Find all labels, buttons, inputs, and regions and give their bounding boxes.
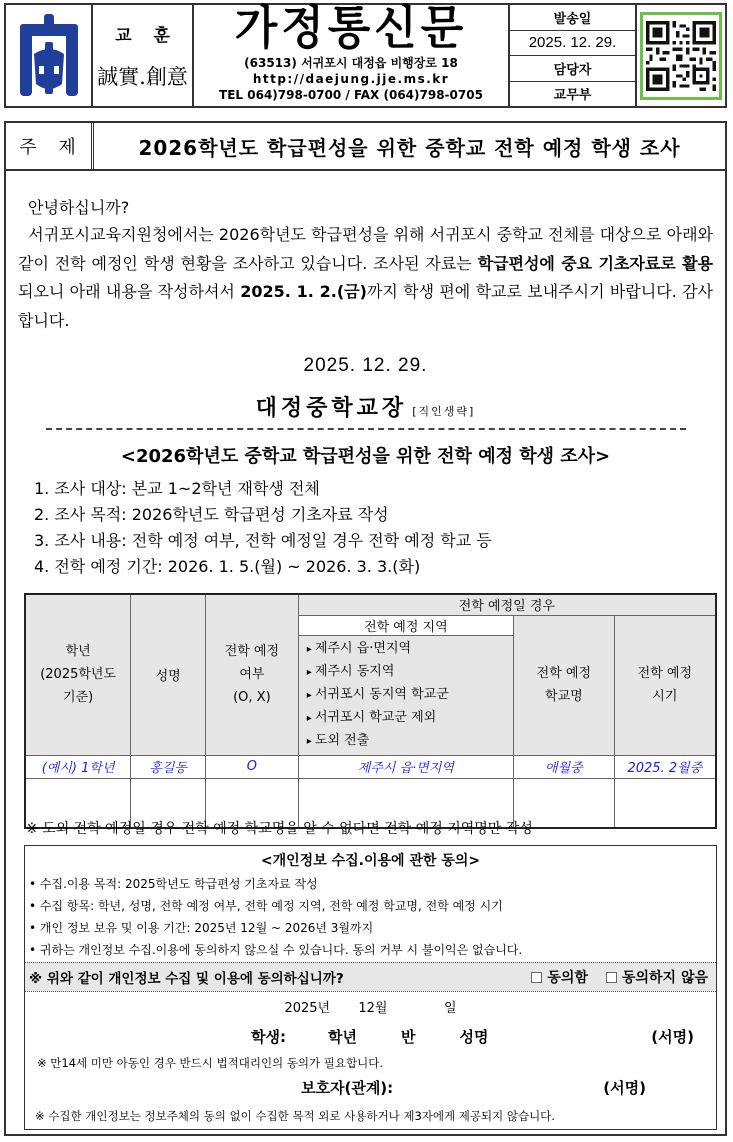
- greeting: 안녕하십니까?: [28, 198, 130, 217]
- class-field-label: 반: [400, 1028, 416, 1046]
- subject-bar: [6, 123, 725, 171]
- qr-code-icon: [646, 21, 716, 91]
- disagree-label: 동의하지 않음: [621, 970, 708, 986]
- disagree-checkbox[interactable]: [606, 972, 617, 983]
- example-grade: (예시) 1학년: [25, 755, 131, 778]
- disagree-option[interactable]: [606, 967, 708, 987]
- seal-note: [직인생략]: [412, 405, 476, 418]
- guardian-signature-label[interactable]: (서명): [603, 1079, 646, 1097]
- header-school-line1: 전학 예정: [536, 666, 592, 681]
- cut-line: [46, 428, 686, 430]
- consent-question-bar: [25, 962, 716, 992]
- principal-signature: [18, 391, 713, 422]
- header-school: [514, 615, 615, 755]
- region-option: ▸ 제주시 동지역: [307, 661, 505, 684]
- agree-label: 동의함: [547, 970, 588, 986]
- header-transfer-line3: (O, X): [233, 690, 271, 706]
- letter-paragraph: [18, 221, 719, 335]
- subject-title: 2026학년도 학급편성을 위한 중학교 전학 예정 학생 조사: [138, 135, 681, 160]
- student-sign-row: [25, 1026, 716, 1047]
- student-signature-label[interactable]: (서명): [651, 1028, 694, 1046]
- paragraph-emphasis-1: 학급편성에 중요 기초자료로 활용: [477, 253, 713, 273]
- region-option: ▸ 서귀포시 동지역 학교군: [307, 684, 505, 707]
- survey-info-item: 2. 조사 목적: 2026학년도 학급편성 기초자료 작성: [34, 505, 389, 524]
- consent-items: [25, 873, 716, 961]
- transfer-survey-table: [24, 593, 717, 829]
- example-time: 2025. 2월중: [614, 755, 716, 778]
- header-school-line2: 학교명: [545, 689, 583, 704]
- issue-info-cell: [510, 5, 637, 106]
- survey-info-item: 3. 조사 내용: 전학 예정 여부, 전학 예정일 경우 전학 예정 학교 등: [34, 531, 492, 550]
- motto-text: 誠實.創意: [97, 64, 188, 89]
- manager-label: 담당자: [510, 56, 635, 82]
- consent-item: • 개인 정보 보유 및 이용 기간: 2025년 12월 ~ 2026년 3월까지: [29, 917, 716, 939]
- survey-info-item: 4. 전학 예정 기간: 2026. 1. 5.(월) ~ 2026. 3. 3.(화): [34, 557, 421, 576]
- survey-title: <2026학년도 중학교 학급편성을 위한 전학 예정 학생 조사>: [120, 446, 611, 467]
- letter-body: [6, 195, 725, 580]
- consent-question: ※ 위와 같이 개인정보 수집 및 이용에 동의하십니까?: [29, 971, 344, 987]
- header-time-line1: 전학 예정: [637, 666, 693, 681]
- school-url[interactable]: http://daejung.jje.ms.kr: [252, 72, 450, 86]
- newsletter-header: [4, 3, 727, 108]
- example-region: 제주시 읍·면지역: [298, 755, 513, 778]
- issue-date-label: 발송일: [510, 5, 635, 31]
- header-grade-line3: 기준): [63, 690, 94, 706]
- qr-cell: [637, 5, 725, 106]
- table-note: ※ 도외 전학 예정일 경우 전학 예정 학교명을 알 수 없다면 전학 예정 지역명만 작성: [26, 821, 533, 837]
- header-group: 전학 예정일 경우: [298, 594, 716, 615]
- paragraph-text-1: 서귀포시교육지원청에서는 2026학년도 학급편성을 위해 서귀포시 중학교 전체를 대상으로 아래와 같이 전학 예정인 학생 현황을 조사하고 있습니다. 조사된 자료는: [18, 225, 719, 273]
- name-field-label: 성명: [459, 1028, 489, 1046]
- logo-cell: [6, 5, 93, 106]
- deadline-date: 2025. 1. 2.(금): [240, 282, 367, 301]
- header-region: 전학 예정 지역: [298, 615, 513, 635]
- agree-option[interactable]: [531, 967, 588, 987]
- region-option: ▸ 서귀포시 학교군 제외: [307, 707, 505, 730]
- issue-date: 2025. 12. 29.: [510, 31, 635, 57]
- paragraph-text-3: 까지 학생 편에 학교로 보내주시기 바랍니다. 감사합니다.: [18, 282, 713, 330]
- entry-time[interactable]: [614, 778, 716, 828]
- example-transfer: O: [206, 755, 299, 778]
- region-option: ▸ 도외 전출: [307, 730, 505, 753]
- header-transfer-line1: 전학 예정: [224, 644, 280, 660]
- header-grade-line2: (2025학년도: [40, 667, 117, 683]
- school-address: (63513) 서귀포시 대정읍 비행장로 18: [244, 56, 458, 70]
- school-contact: TEL 064)798-0700 / FAX (064)798-0705: [219, 88, 483, 102]
- principal-name: 대정중학교장: [255, 396, 408, 421]
- consent-box: [24, 845, 717, 1130]
- letter-date: 2025. 12. 29.: [303, 355, 428, 376]
- consent-title: <개인정보 수집.이용에 관한 동의>: [260, 853, 481, 869]
- motto-label: 교 훈: [115, 25, 178, 46]
- header-grade: [25, 594, 131, 755]
- example-school: 애월중: [514, 755, 615, 778]
- consent-item: • 수집.이용 목적: 2025학년도 학급편성 기초자료 작성: [29, 873, 716, 895]
- paragraph-text-2: 되오니 아래 내용을 작성하셔서: [18, 282, 241, 301]
- qr-frame[interactable]: [640, 12, 722, 100]
- consent-item: • 수집 항목: 학년, 성명, 전학 예정 여부, 전학 예정 지역, 전학 예정 학교명, 전학 예정 시기: [29, 895, 716, 917]
- manager: 교무부: [553, 88, 592, 104]
- header-transfer-line2: 여부: [239, 667, 265, 683]
- consent-item: • 귀하는 개인정보 수집.이용에 동의하지 않으실 수 있습니다. 동의 거부 시 불이익은 없습니다.: [29, 939, 716, 961]
- example-name: 홍길동: [131, 755, 206, 778]
- guardian-sign-row: [25, 1077, 716, 1098]
- privacy-note: ※ 수집한 개인정보는 정보주체의 동의 없이 수집한 목적 외로 사용하거나 제3자에게 제공되지 않습니다.: [35, 1109, 555, 1123]
- header-name: 성명: [131, 594, 206, 755]
- agree-checkbox[interactable]: [531, 972, 542, 983]
- header-transfer: [206, 594, 299, 755]
- survey-info-item: 1. 조사 대상: 본교 1~2학년 재학생 전체: [34, 479, 320, 498]
- motto-cell: [93, 5, 194, 106]
- example-row: [25, 755, 716, 778]
- grade-field-label: 학년: [327, 1028, 357, 1046]
- region-option: ▸ 제주시 읍·면지역: [307, 638, 505, 661]
- header-time-line2: 시기: [652, 689, 678, 704]
- sign-date: 2025년 12월 일: [284, 1001, 457, 1016]
- survey-info-list: [34, 476, 713, 580]
- school-emblem-icon: [16, 14, 82, 98]
- title-cell: [194, 1, 510, 106]
- main-document: [4, 121, 727, 1136]
- region-options: [298, 635, 513, 755]
- guardian-label: 보호자(관계):: [301, 1079, 394, 1097]
- newsletter-title: 가정통신문: [234, 1, 468, 56]
- subject-label: 주 제: [6, 123, 94, 169]
- minor-note: ※ 만14세 미만 아동인 경우 반드시 법적대리인의 동의가 필요합니다.: [37, 1056, 383, 1070]
- header-time: [614, 615, 716, 755]
- header-grade-line1: 학년: [65, 644, 91, 660]
- student-label: 학생:: [251, 1028, 286, 1046]
